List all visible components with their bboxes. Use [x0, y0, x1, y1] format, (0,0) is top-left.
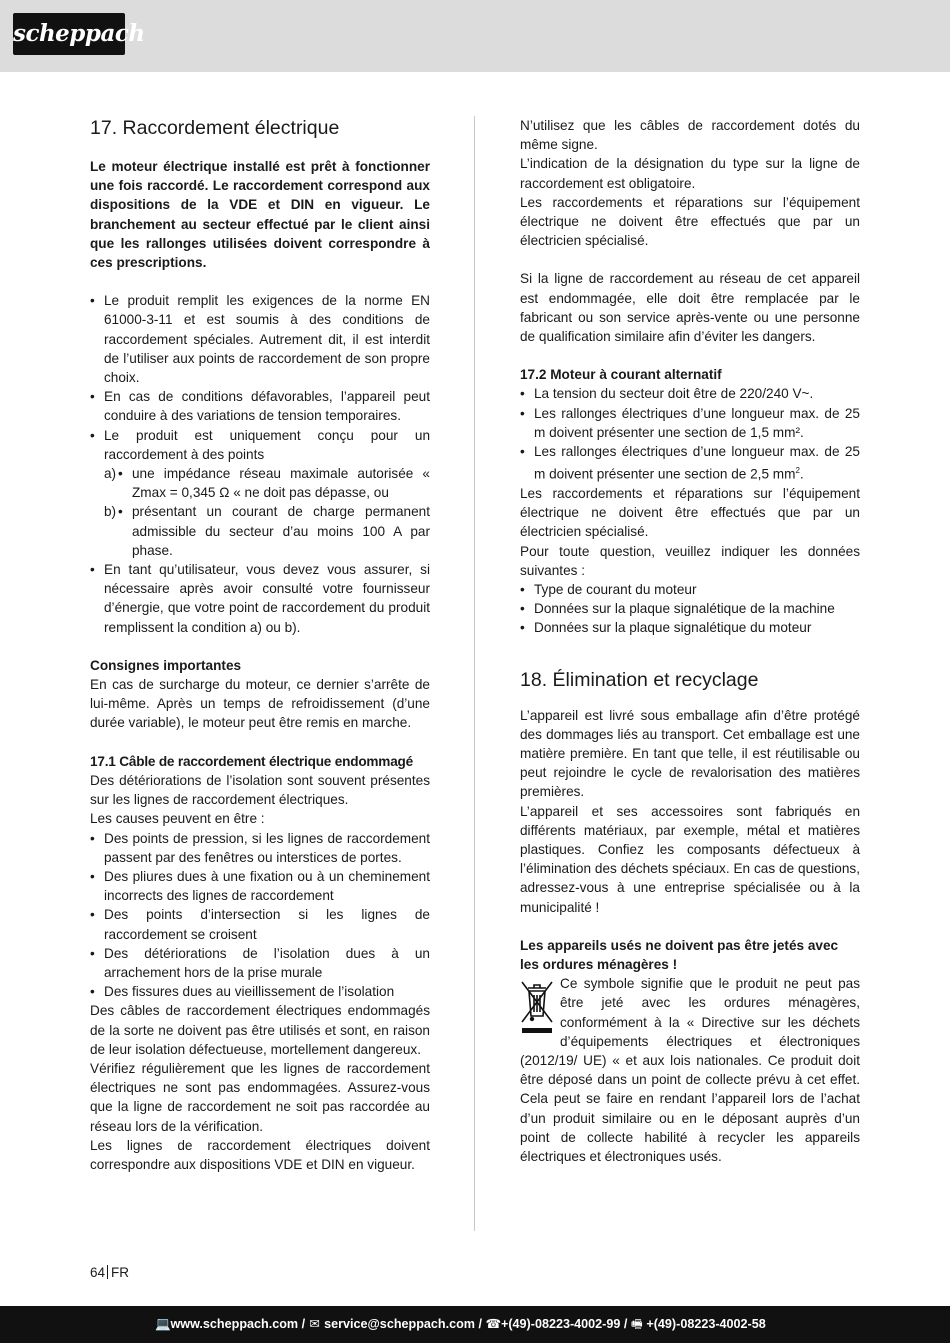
paragraph: L’appareil et ses accessoires sont fabriqués en différents matériaux, par exemple, métal et matières plastiques. Confiez les composants défectueux à l’élimination des déchets spéciaux. En cas de questions, adressez-vous à une entreprise spécialisée ou à la municipalité ! [520, 803, 860, 915]
list-item: • Des pliures dues à une fixation ou à un cheminement incorrects des lignes de raccordement [90, 867, 430, 905]
language-code: FR [111, 1265, 130, 1280]
danger-paragraph: Des câbles de raccordement électriques endommagés de la sorte ne doivent pas être utilisés et sont, en raison de leur isolation défectueuse, mortellement dangereux. [90, 1003, 430, 1057]
phone-number: +(49)-08223-4002-99 / [501, 1317, 628, 1331]
weee-block [520, 974, 860, 1166]
causes-list [90, 829, 430, 1002]
left-column [90, 116, 430, 1174]
list-item: • En cas de conditions défavorables, l’appareil peut conduire à des variations de tension temporaires. [90, 387, 430, 425]
ac-motor-heading: 17.2 Moteur à courant alternatif [520, 367, 722, 383]
paragraph: Les raccordements et réparations sur l’équipement électrique ne doivent être effectués que par un électricien spécialisé. [520, 485, 860, 540]
phone-icon: ☎ [485, 1317, 502, 1331]
paragraph: Si la ligne de raccordement au réseau de cet appareil est endommagée, elle doit être remplacée par le fabricant ou son service après-vente ou une personne de qualification similaire afin d’éviter les dangers. [520, 271, 860, 345]
page-number: 64 [90, 1265, 106, 1280]
contact-line [155, 1306, 766, 1343]
weee-paragraph: Ce symbole signifie que le produit ne peut pas être jeté avec les ordures ménagères, conformément à la « Directive sur les déchets d’équipements électriques et électroniques (2012/19/ UE) « et aux lois nationales. Ce produit doit être déposé dans un point de collecte prévu à cet effet. Cela peut se faire en rendant l’appareil lors de l’achat d’un produit similaire ou en le déposant auprès d’un point de collecte habilité à recycler les appareils électriques et électroniques usés. [520, 976, 860, 1165]
scheppach-logo: scheppach [13, 13, 125, 55]
important-heading: Consignes importantes [90, 657, 242, 673]
website-link[interactable]: www.scheppach.com / [170, 1317, 306, 1331]
disposal-warning-heading: Les appareils usés ne doivent pas être jetés avec les ordures ménagères ! [520, 937, 839, 973]
separator [107, 1265, 108, 1279]
paragraph: Les raccordements et réparations sur l’équipement électrique ne doivent être effectués que par un électricien spécialisé. [520, 194, 860, 249]
sublist-item: • b) présentant un courant de charge permanent admissible du secteur d’au moins 100 A par phase. [118, 502, 430, 560]
section-title-18: 18. Élimination et recyclage [520, 668, 759, 691]
section-title-17: 17. Raccordement électrique [90, 117, 340, 139]
paragraph: L’appareil est livré sous emballage afin d’être protégé des dommages liés au transport. Cet emballage est une matière première. En tant que telle, il est réutilisable ou peut rejoindre le cycle de revalorisation des matières premières. [520, 707, 860, 800]
list-item: • Données sur la plaque signalétique de la machine [520, 599, 860, 618]
user-responsibility-list [90, 560, 430, 637]
list-item: • Le produit est uniquement conçu pour un raccordement à des points [90, 426, 430, 464]
email-link[interactable]: service@scheppach.com / [324, 1317, 482, 1331]
column-divider [474, 116, 475, 1231]
list-item: • Le produit remplit les exigences de la norme EN 61000-3-11 et est soumis à des conditions de raccordement spéciales. Autrement dit, il est interdit de l’utiliser aux points de raccordement de son propre choix. [90, 291, 430, 387]
intro-paragraph: Le moteur électrique installé est prêt à fonctionner une fois raccordé. Le raccordement correspond aux dispositions de la VDE et DIN en vigueur. Le branchement au secteur effectué par le client ainsi que les rallonges utilisées doivent correspondre à ces prescriptions. [90, 159, 430, 271]
paragraph: L’indication de la désignation du type sur la ligne de raccordement est obligatoire. [520, 156, 860, 191]
damaged-cable-heading: 17.1 Câble de raccordement électrique endommagé [90, 753, 414, 769]
ac-motor-list [520, 384, 860, 484]
causes-intro: Les causes peuvent en être : [90, 811, 265, 827]
fax-number: +(49)-08223-4002-58 [646, 1317, 766, 1331]
list-item: • Des détériorations de l’isolation dues à un arrachement hors de la prise murale [90, 944, 430, 982]
condition-sublist [90, 464, 430, 560]
paragraph: Pour toute question, veuillez indiquer les données suivantes : [520, 543, 860, 578]
check-paragraph: Vérifiez régulièrement que les lignes de raccordement électriques ne sont pas endommagées. Assurez-vous que la ligne de raccordement ne soit pas raccordée au réseau lors de la vérification. [90, 1060, 430, 1134]
contact-bar [0, 1306, 950, 1343]
list-item: • En tant qu’utilisateur, vous devez vous assurer, si nécessaire après avoir consulté votre fournisseur d’énergie, que votre point de raccordement du produit remplissent la condition a) ou b). [90, 560, 430, 637]
list-item: • Données sur la plaque signalétique du moteur [520, 618, 860, 637]
sublist-item: • a) une impédance réseau maximale autorisée « Zmax = 0,345 Ω « ne doit pas dépasse, ou [118, 464, 430, 502]
page-footer-label [90, 1265, 129, 1280]
right-column [520, 116, 860, 1166]
list-item: • Des points de pression, si les lignes de raccordement passent par des fenêtres ou interstices de portes. [90, 829, 430, 867]
list-item: • Des fissures dues au vieillissement de l’isolation [90, 982, 430, 1001]
fax-icon: 🖷 [630, 1317, 643, 1331]
data-list [520, 580, 860, 638]
header-bar [0, 0, 950, 72]
list-item: • Des points d’intersection si les lignes de raccordement se croisent [90, 905, 430, 943]
email-icon: ✉ [309, 1317, 320, 1331]
standards-paragraph: Les lignes de raccordement électriques doivent correspondre aux dispositions VDE et DIN en vigueur. [90, 1137, 430, 1172]
list-item: • Les rallonges électriques d’une longueur max. de 25 m doivent présenter une section de 2,5 $mm^2$. [520, 442, 860, 484]
paragraph: N’utilisez que les câbles de raccordement dotés du même signe. [520, 118, 860, 153]
list-item: • Type de courant du moteur [520, 580, 860, 599]
requirements-list [90, 291, 430, 464]
important-paragraph: En cas de surcharge du moteur, ce dernier s’arrête de lui-même. Après un temps de refroidissement (d’une durée variable), le moteur peut être remis en marche. [90, 677, 430, 731]
computer-icon: 💻 [155, 1317, 171, 1331]
crossed-out-wheelie-bin-icon [520, 978, 554, 1036]
damaged-cable-paragraph: Des détériorations de l’isolation sont souvent présentes sur les lignes de raccordement électriques. [90, 772, 430, 808]
list-item: • Les rallonges électriques d’une longueur max. de 25 m doivent présenter une section de 1,5 mm². [520, 404, 860, 442]
list-item: • La tension du secteur doit être de 220/240 V~. [520, 384, 860, 403]
